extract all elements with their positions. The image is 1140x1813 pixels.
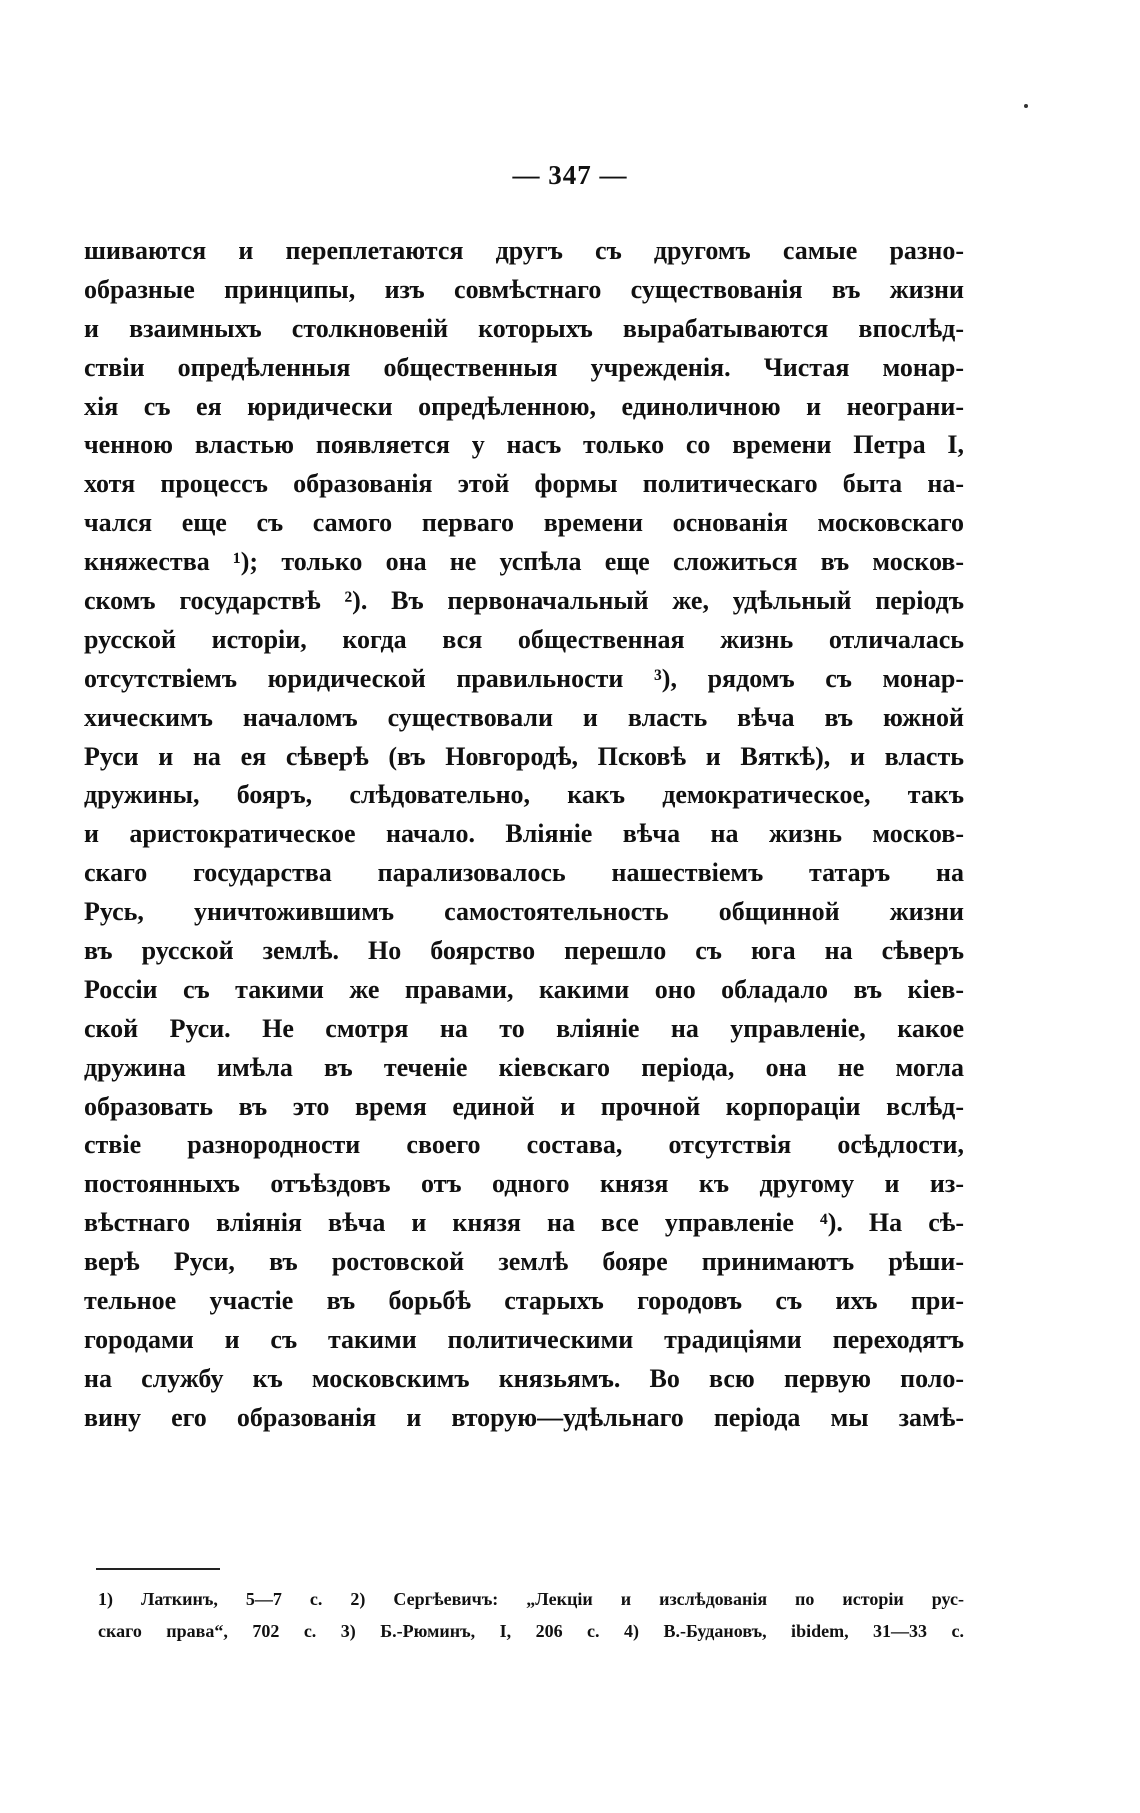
footnote-line: 1) Латкинъ, 5—7 с. 2) Сергѣевичъ: „Лекціи и изслѣдованія по исторіи рус-	[98, 1589, 964, 1609]
body-text	[84, 232, 964, 1438]
text-line: дружина имѣла въ теченіе кіевскаго періода, она не могла	[84, 1052, 964, 1082]
text-line: образовать въ это время единой и прочной корпораціи вслѣд-	[84, 1091, 964, 1121]
text-line: Руси и на ея сѣверѣ (въ Новгородѣ, Псковѣ и Вяткѣ), и власть	[84, 741, 964, 771]
text-line: образные принципы, изъ совмѣстнаго существованія въ жизни	[84, 274, 964, 304]
text-line: Русь, уничтожившимъ самостоятельность общинной жизни	[84, 897, 964, 927]
text-line: тельное участіе въ борьбѣ старыхъ городовъ съ ихъ при-	[84, 1286, 964, 1316]
footnotes	[98, 1583, 964, 1647]
footnote-divider	[96, 1568, 220, 1570]
text-line: отсутствіемъ юридической правильности ³), рядомъ съ монар-	[84, 663, 964, 693]
text-line: и аристократическое начало. Вліяніе вѣча на жизнь москов-	[84, 819, 964, 849]
text-line: вѣстнаго вліянія вѣча и князя на все управленіе ⁴). На сѣ-	[84, 1208, 964, 1238]
text-line: Россіи съ такими же правами, какими оно обладало въ кіев-	[84, 974, 964, 1004]
scan-speck	[1024, 104, 1028, 108]
text-line: скаго государства парализовалось нашествіемъ татаръ на	[84, 858, 964, 888]
text-line: постоянныхъ отъѣздовъ отъ одного князя къ другому и из-	[84, 1169, 964, 1199]
text-line: верѣ Руси, въ ростовской землѣ бояре принимаютъ рѣши-	[84, 1247, 964, 1277]
text-line: русской исторіи, когда вся общественная жизнь отличалась	[84, 624, 964, 654]
text-line: хическимъ началомъ существовали и власть вѣча въ южной	[84, 702, 964, 732]
text-line: городами и съ такими политическими традиціями переходятъ	[84, 1324, 964, 1354]
text-line: чался еще съ самого перваго времени основанія московскаго	[84, 508, 964, 538]
text-line: на службу къ московскимъ князьямъ. Во всю первую поло-	[84, 1363, 964, 1393]
text-line: шиваются и переплетаются другъ съ другомъ самые разно-	[84, 236, 964, 265]
text-line: вину его образованія и вторую—удѣльнаго періода мы замѣ-	[84, 1402, 964, 1432]
page-number: — 347 —	[512, 160, 628, 190]
text-line: и взаимныхъ столкновеній которыхъ вырабатываются впослѣд-	[84, 313, 964, 343]
text-line: ченною властью появляется у насъ только со времени Петра I,	[84, 430, 964, 460]
text-line: ствіи опредѣленныя общественныя учрежденія. Чистая монар-	[84, 352, 964, 382]
text-line: въ русской землѣ. Но боярство перешло съ юга на сѣверъ	[84, 936, 964, 966]
footnote-line: скаго права“, 702 с. 3) Б.-Рюминъ, I, 206 с. 4) В.-Будановъ, ibidem, 31—33 с.	[98, 1621, 964, 1641]
text-line: хія съ ея юридически опредѣленною, единоличною и неограни-	[84, 391, 964, 421]
text-line: княжества ¹); только она не успѣла еще сложиться въ москов-	[84, 547, 964, 577]
text-line: хотя процессъ образованія этой формы политическаго быта на-	[84, 469, 964, 499]
text-line: дружины, бояръ, слѣдовательно, какъ демократическое, такъ	[84, 780, 964, 810]
text-line: ствіе разнородности своего состава, отсутствія осѣдлости,	[84, 1130, 964, 1160]
text-line: скомъ государствѣ ²). Въ первоначальный же, удѣльный періодъ	[84, 586, 964, 616]
text-line: ской Руси. Не смотря на то вліяніе на управленіе, какое	[84, 1013, 964, 1043]
